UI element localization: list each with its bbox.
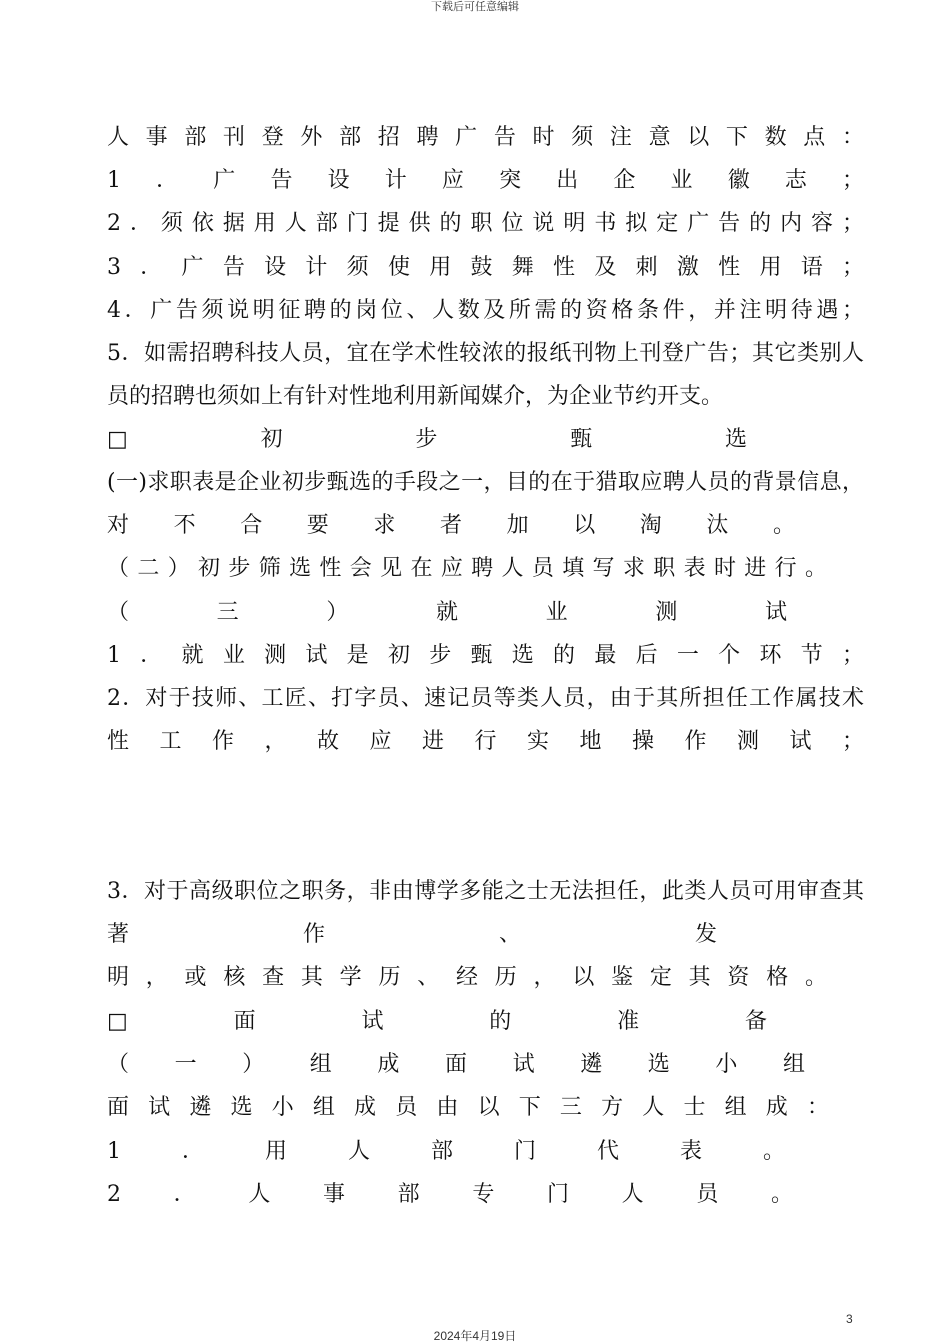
text-line: 2​．​人​事​部​专​门​人​员​。 xyxy=(107,1182,793,1207)
text-line: 3​．​对​于​高​级​职​位​之​职​务​，​非​由​博​学​多​能​之​士​无​法​担​任​，​此​类​人​员​可​用​审​查​其 xyxy=(107,879,864,904)
text-line: （​二​）​初​步​筛​选​性​会​见​在​应​聘​人​员​填​写​求​职​表​时​进​行​。 xyxy=(107,556,827,581)
section-heading: □​面​试​的​准​备 xyxy=(107,1009,767,1034)
header-note: 下载后可任意编辑 xyxy=(431,0,519,13)
text-line: 明​，​或​核​查​其​学​历​、​经​历​，​以​鉴​定​其​资​格​。 xyxy=(107,965,827,990)
subsection-heading: （​一​）​组​成​面​试​遴​选​小​组 xyxy=(107,1052,805,1077)
text-line: 1​．​用​人​部​门​代​表​。 xyxy=(107,1139,785,1164)
subsection-heading: （​三​）​就​业​测​试 xyxy=(107,600,787,625)
text-line: 对​不​合​要​求​者​加​以​淘​汰​。 xyxy=(107,513,795,538)
text-line: 著​作​、​发 xyxy=(107,922,717,947)
text-line: 面​试​遴​选​小​组​成​员​由​以​下​三​方​人​士​组​成​： xyxy=(107,1095,829,1120)
text-line: 员的招聘也须如上有针对性地利用新闻媒介，为企业节约开支。 xyxy=(107,384,724,409)
page-number: 3 xyxy=(846,1312,853,1326)
text-line: 1​．​广​告​设​计​应​突​出​企​业​徽​志​； xyxy=(107,168,864,193)
text-line: 3​．​广​告​设​计​须​使​用​鼓​舞​性​及​刺​激​性​用​语​； xyxy=(107,255,864,280)
text-line: 2​．​须​依​据​用​人​部​门​提​供​的​职​位​说​明​书​拟​定​广​告​的​内​容​； xyxy=(107,211,864,236)
text-line: 2​．​对​于​技​师​、​工​匠​、​打​字​员​、​速​记​员​等​类​人​员​，​由​于​其​所​担​任​工​作​属​技​术 xyxy=(107,686,864,711)
text-line: 人​事​部​刊​登​外​部​招​聘​广​告​时​须​注​意​以​下​数​点​： xyxy=(107,125,864,150)
text-line: 5​．​如​需​招​聘​科​技​人​员​，​宜​在​学​术​性​较​浓​的​报​纸​刊​物​上​刊​登​广​告​；​其​它​类​别​人 xyxy=(107,341,864,366)
section-heading: □​初​步​甄​选 xyxy=(107,427,747,452)
text-line: 1​．​就​业​测​试​是​初​步​甄​选​的​最​后​一​个​环​节​； xyxy=(107,643,864,668)
text-line: (​一​)​求​职​表​是​企​业​初​步​甄​选​的​手​段​之​一​，​目​的​在​于​猎​取​应​聘​人​员​的​背​景​信​息​， xyxy=(107,470,864,495)
footer-date: 2024年4月19日 xyxy=(433,1329,517,1343)
text-line: 性​工​作​，​故​应​进​行​实​地​操​作​测​试​； xyxy=(107,729,864,754)
text-line: 4​．​广​告​须​说​明​征​聘​的​岗​位​、​人​数​及​所​需​的​资​格​条​件​，​并​注​明​待​遇​； xyxy=(107,298,864,323)
